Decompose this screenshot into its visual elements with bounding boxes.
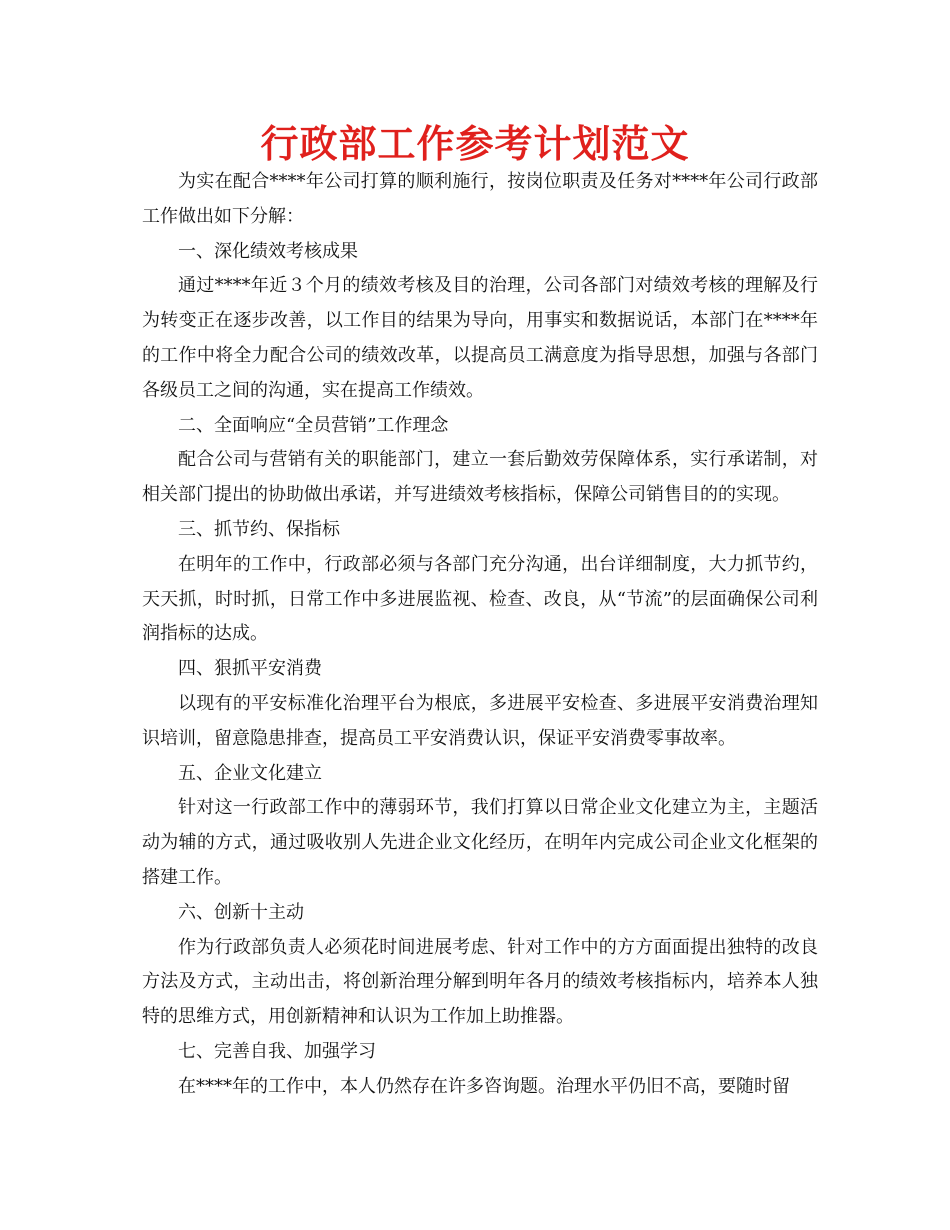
section-heading-2: 二、全面响应“全员营销”工作理念: [178, 414, 449, 436]
paragraph: 针对这一行政部工作中的薄弱环节，我们打算以日常企业文化建立为主，主题活动为辅的方式，通过吸收别人先进企业文化经历，在明年内完成公司企业文化框架的搭建工作。: [142, 797, 818, 888]
section-heading-6: 六、创新十主动: [178, 901, 304, 923]
paragraph: 通过****年近３个月的绩效考核及目的治理，公司各部门对绩效考核的理解及行为转变正在逐步改善，以工作目的结果为导向，用事实和数据说话，本部门在****年的工作中将全力配合公司的绩效改革，以提高员工满意度为指导思想，加强与各部门各级员工之间的沟通，实在提高工作绩效。: [142, 275, 818, 401]
section-heading-7: 七、完善自我、加强学习: [178, 1040, 376, 1062]
section-heading-1: 一、深化绩效考核成果: [178, 240, 358, 262]
document-title: 行政部工作参考计划范文: [260, 121, 690, 166]
section-heading-5: 五、企业文化建立: [178, 762, 322, 784]
paragraph: 配合公司与营销有关的职能部门，建立一套后勤效劳保障体系，实行承诺制，对相关部门提出的协助做出承诺，并写进绩效考核指标，保障公司销售目的的实现。: [142, 449, 818, 506]
section-heading-3: 三、抓节约、保指标: [178, 518, 340, 540]
paragraph-intro: 为实在配合****年公司打算的顺利施行，按岗位职责及任务对****年公司行政部工作做出如下分解：: [142, 171, 818, 227]
section-heading-4: 四、狠抓平安消费: [178, 658, 322, 680]
paragraph: 作为行政部负责人必须花时间进展考虑、针对工作中的方方面面提出独特的改良方法及方式，主动出击，将创新治理分解到明年各月的绩效考核指标内，培养本人独特的思维方式，用创新精神和认识为工作加上助推器。: [142, 936, 818, 1028]
paragraph: 在****年的工作中，本人仍然存在许多咨询题。治理水平仍旧不高，要随时留: [178, 1075, 790, 1097]
paragraph: 在明年的工作中，行政部必须与各部门充分沟通，出台详细制度，大力抓节约，天天抓，时时抓，日常工作中多进展监视、检查、改良，从“节流”的层面确保公司利润指标的达成。: [142, 553, 818, 645]
document-body: [142, 165, 818, 1105]
paragraph: 以现有的平安标准化治理平台为根底，多进展平安检查、多进展平安消费治理知识培训，留意隐患排查，提高员工平安消费认识，保证平安消费零事故率。: [142, 692, 818, 749]
